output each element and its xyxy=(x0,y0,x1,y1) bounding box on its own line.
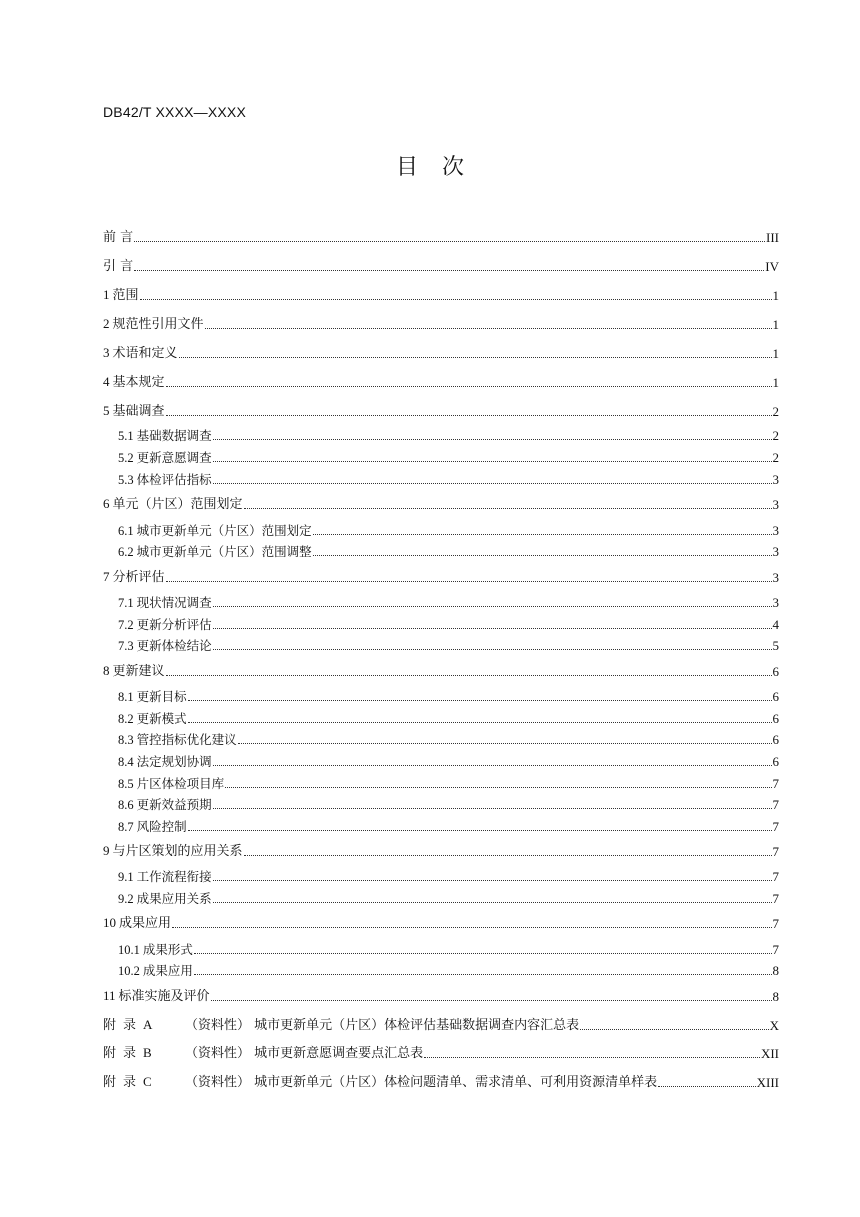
toc-entry-number: 5 xyxy=(103,403,110,418)
dot-leader xyxy=(213,808,772,809)
toc-entry-label: 工作流程衔接 xyxy=(136,869,212,884)
dot-leader xyxy=(213,439,772,440)
toc-entry-page: 3 xyxy=(772,472,779,487)
toc-entry-page: 7 xyxy=(772,844,779,859)
dot-leader xyxy=(313,555,772,556)
toc-entry-label: 标准实施及评价 xyxy=(118,989,210,1004)
toc-entry-number: 9.1 xyxy=(118,870,134,884)
dot-leader xyxy=(213,628,772,629)
toc-entry-number: 5.2 xyxy=(118,451,134,465)
toc-entry-number: 10.2 xyxy=(118,964,140,978)
appendix-letter: C xyxy=(143,1074,152,1089)
toc-entry-page: 7 xyxy=(772,916,779,931)
dot-leader xyxy=(213,649,772,650)
toc-appendix-entry[interactable] xyxy=(103,1016,779,1034)
toc-entry-label: 规范性引用文件 xyxy=(112,317,204,332)
toc-entry-page: 6 xyxy=(772,689,779,704)
appendix-letter: B xyxy=(143,1045,152,1060)
toc-entry-page: 1 xyxy=(772,375,779,390)
dot-leader xyxy=(205,328,772,329)
document-code: DB42/T XXXX—XXXX xyxy=(103,104,247,120)
toc-entry-page: 3 xyxy=(772,497,779,512)
toc-entry-label: 成果应用 xyxy=(119,916,172,931)
toc-entry-label: 更新效益预期 xyxy=(136,797,212,812)
dot-leader xyxy=(238,743,772,744)
toc-entry[interactable] xyxy=(118,961,779,979)
toc-entry-label: 更新目标 xyxy=(136,689,187,704)
toc-entry-number: 8 xyxy=(103,663,110,678)
toc-entry[interactable] xyxy=(103,257,779,275)
toc-entry[interactable] xyxy=(118,687,779,705)
toc-entry[interactable] xyxy=(103,315,779,333)
toc-entry[interactable] xyxy=(118,615,779,633)
toc-entry-page: 3 xyxy=(772,523,779,538)
toc-entry-number: 11 xyxy=(103,988,116,1003)
toc-entry-number: 8.7 xyxy=(118,820,134,834)
toc-entry-page: 7 xyxy=(772,942,779,957)
appendix-page: X xyxy=(769,1018,779,1033)
toc-entry-page: IV xyxy=(765,259,779,274)
dot-leader xyxy=(194,953,772,954)
appendix-title: （资料性） 城市更新单元（片区）体检评估基础数据调查内容汇总表 xyxy=(185,1018,580,1033)
toc-entry-page: 1 xyxy=(772,317,779,332)
dot-leader xyxy=(213,606,772,607)
toc-entry-number: 6.1 xyxy=(118,524,134,538)
toc-entry[interactable] xyxy=(103,987,779,1005)
toc-entry-page: 1 xyxy=(772,288,779,303)
appendix-prefix: 附录 xyxy=(103,1075,144,1090)
toc-entry-label: 成果应用关系 xyxy=(136,891,212,906)
dot-leader xyxy=(213,765,772,766)
dot-leader xyxy=(166,675,772,676)
appendix-title: （资料性） 城市更新意愿调查要点汇总表 xyxy=(185,1046,424,1061)
toc-entry[interactable] xyxy=(103,662,779,680)
dot-leader xyxy=(172,927,771,928)
appendix-prefix: 附录 xyxy=(103,1046,144,1061)
toc-entry-number: 6.2 xyxy=(118,545,134,559)
dot-leader xyxy=(213,483,772,484)
dot-leader xyxy=(213,880,772,881)
toc-entry[interactable] xyxy=(103,286,779,304)
toc-entry-label: 成果形式 xyxy=(142,942,193,957)
toc-entry[interactable] xyxy=(118,709,779,727)
dot-leader xyxy=(188,700,772,701)
toc-entry-number: 9 xyxy=(103,843,110,858)
dot-leader xyxy=(211,1000,772,1001)
dot-leader xyxy=(188,830,772,831)
toc-entry-label: 体检评估指标 xyxy=(136,472,212,487)
toc-entry-number: 8.6 xyxy=(118,798,134,812)
toc-entry-number: 1 xyxy=(103,287,110,302)
toc-entry[interactable] xyxy=(103,344,779,362)
toc-entry-label: 基础调查 xyxy=(112,404,165,419)
dot-leader xyxy=(166,386,772,387)
toc-appendix-entry[interactable] xyxy=(103,1044,779,1062)
toc-entry[interactable] xyxy=(118,426,779,444)
dot-leader xyxy=(213,902,772,903)
toc-entry-label: 成果应用 xyxy=(142,963,193,978)
toc-entry-page: 2 xyxy=(772,450,779,465)
toc-entry-page: III xyxy=(766,230,779,245)
toc-entry[interactable] xyxy=(118,521,779,539)
dot-leader xyxy=(166,415,772,416)
dot-leader xyxy=(658,1086,755,1087)
toc-entry-page: 7 xyxy=(772,869,779,884)
toc-entry-number: 4 xyxy=(103,374,110,389)
toc-entry-number: 8.3 xyxy=(118,733,134,747)
toc-entry-number: 7 xyxy=(103,569,110,584)
toc-entry-page: 3 xyxy=(772,570,779,585)
dot-leader xyxy=(244,508,772,509)
dot-leader xyxy=(134,241,765,242)
toc-entry-number: 10 xyxy=(103,915,116,930)
appendix-page: XII xyxy=(760,1046,779,1061)
toc-entry-page: 2 xyxy=(772,404,779,419)
dot-leader xyxy=(166,581,772,582)
toc-entry[interactable] xyxy=(118,817,779,835)
toc-entry[interactable] xyxy=(103,568,779,586)
toc-entry-number: 8.2 xyxy=(118,712,134,726)
toc-entry-label: 城市更新单元（片区）范围划定 xyxy=(136,523,312,538)
toc-entry-number: 2 xyxy=(103,316,110,331)
toc-entry-label: 风险控制 xyxy=(136,819,187,834)
toc-entry-page: 8 xyxy=(772,989,779,1004)
toc-entry-label: 片区体检项目库 xyxy=(136,776,225,791)
toc-entry-page: 7 xyxy=(772,819,779,834)
page-title: 目次 xyxy=(395,155,488,180)
toc-entry[interactable] xyxy=(118,774,779,792)
toc-entry-label: 术语和定义 xyxy=(112,346,178,361)
toc-entry-page: 1 xyxy=(772,346,779,361)
dot-leader xyxy=(225,787,771,788)
toc-entry[interactable] xyxy=(103,495,779,513)
toc-entry[interactable] xyxy=(118,867,779,885)
toc-entry-number: 5.1 xyxy=(118,429,134,443)
toc-entry-label: 范围 xyxy=(112,288,139,303)
toc-entry[interactable] xyxy=(118,752,779,770)
toc-entry[interactable] xyxy=(103,914,779,932)
toc-entry[interactable] xyxy=(118,636,779,654)
toc-entry-number: 8.1 xyxy=(118,690,134,704)
toc-entry-label: 前 言 xyxy=(103,230,134,245)
toc-entry[interactable] xyxy=(118,470,779,488)
toc-entry-page: 6 xyxy=(772,664,779,679)
toc-entry-label: 城市更新单元（片区）范围调整 xyxy=(136,544,312,559)
toc-entry-page: 6 xyxy=(772,732,779,747)
appendix-page: XIII xyxy=(756,1075,779,1090)
toc-entry-page: 5 xyxy=(772,638,779,653)
toc-entry-page: 7 xyxy=(772,891,779,906)
dot-leader xyxy=(179,357,772,358)
toc-entry-page: 4 xyxy=(772,617,779,632)
toc-entry[interactable] xyxy=(118,448,779,466)
toc-entry-page: 7 xyxy=(772,776,779,791)
toc-entry-label: 更新意愿调查 xyxy=(136,450,212,465)
toc-entry-number: 8.5 xyxy=(118,777,134,791)
toc-entry-label: 单元（片区）范围划定 xyxy=(112,497,243,512)
toc-entry-number: 6 xyxy=(103,496,110,511)
toc-entry-label: 基本规定 xyxy=(112,375,165,390)
toc-entry-number: 5.3 xyxy=(118,473,134,487)
toc-appendix-entry[interactable] xyxy=(103,1073,779,1091)
toc-entry-label: 法定规划协调 xyxy=(136,754,212,769)
toc-entry-page: 3 xyxy=(772,595,779,610)
appendix-letter: A xyxy=(143,1017,153,1032)
toc-entry-label: 基础数据调查 xyxy=(136,428,212,443)
toc-entry[interactable] xyxy=(103,842,779,860)
toc-entry-number: 7.3 xyxy=(118,639,134,653)
toc-entry-number: 10.1 xyxy=(118,943,140,957)
dot-leader xyxy=(244,855,772,856)
toc-entry-page: 6 xyxy=(772,711,779,726)
toc-entry[interactable] xyxy=(118,730,779,748)
toc-entry[interactable] xyxy=(118,795,779,813)
toc-entry-label: 与片区策划的应用关系 xyxy=(112,844,243,859)
dot-leader xyxy=(213,461,772,462)
toc-entry-label: 管控指标优化建议 xyxy=(136,732,237,747)
toc-entry-label: 现状情况调查 xyxy=(136,595,212,610)
toc-entry[interactable] xyxy=(103,373,779,391)
toc-entry[interactable] xyxy=(103,228,779,246)
toc-entry-page: 3 xyxy=(772,544,779,559)
dot-leader xyxy=(580,1029,768,1030)
toc-entry-page: 2 xyxy=(772,428,779,443)
toc-entry-number: 7.2 xyxy=(118,618,134,632)
toc-entry-page: 6 xyxy=(772,754,779,769)
toc-entry-page: 7 xyxy=(772,797,779,812)
dot-leader xyxy=(424,1057,760,1058)
toc-entry-number: 7.1 xyxy=(118,596,134,610)
toc-entry-label: 分析评估 xyxy=(112,570,165,585)
toc-entry[interactable] xyxy=(103,402,779,420)
toc-entry-page: 8 xyxy=(772,963,779,978)
toc-entry-label: 引 言 xyxy=(103,259,134,274)
toc-entry[interactable] xyxy=(118,542,779,560)
toc-entry[interactable] xyxy=(118,940,779,958)
toc-entry-label: 更新模式 xyxy=(136,711,187,726)
appendix-prefix: 附录 xyxy=(103,1018,144,1033)
dot-leader xyxy=(134,270,764,271)
dot-leader xyxy=(140,299,772,300)
toc-entry-number: 8.4 xyxy=(118,755,134,769)
dot-leader xyxy=(313,534,772,535)
toc-entry-number: 3 xyxy=(103,345,110,360)
appendix-title: （资料性） 城市更新单元（片区）体检问题清单、需求清单、可利用资源清单样表 xyxy=(185,1075,658,1090)
dot-leader xyxy=(194,974,772,975)
toc-entry-number: 9.2 xyxy=(118,892,134,906)
toc-entry-label: 更新建议 xyxy=(112,664,165,679)
dot-leader xyxy=(188,722,772,723)
toc-entry[interactable] xyxy=(118,593,779,611)
toc-entry-label: 更新体检结论 xyxy=(136,638,212,653)
toc-entry[interactable] xyxy=(118,889,779,907)
toc-entry-label: 更新分析评估 xyxy=(136,617,212,632)
